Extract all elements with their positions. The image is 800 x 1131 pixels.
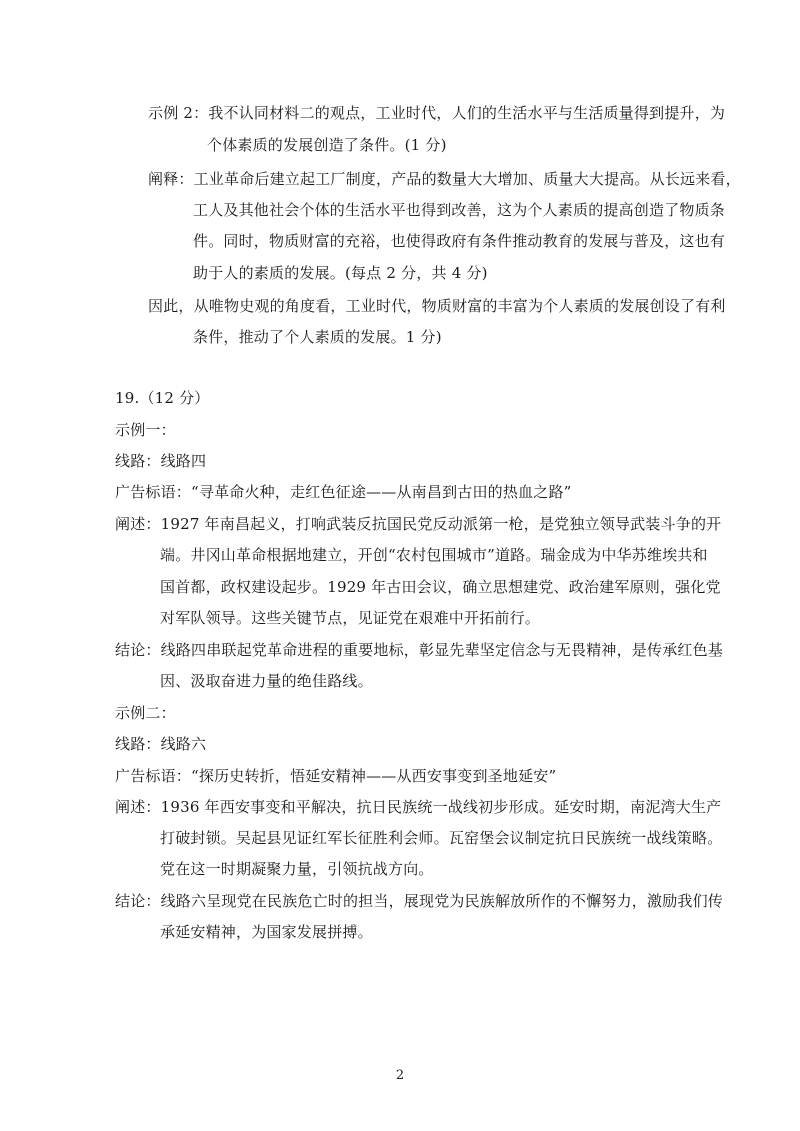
example1-label: 示例一：	[115, 421, 176, 439]
example1-elaboration-line: 阐述：1927 年南昌起义，打响武装反抗国民党反动派第一枪，是党独立领导武装斗争的开	[115, 515, 722, 533]
example1-elaboration-line: 国首都，政权建设起步。1929 年古田会议，确立思想建党、政治建军原则，强化党	[160, 578, 721, 596]
example1-conclusion-line: 因、汲取奋进力量的绝佳路线。	[160, 672, 373, 690]
example2-route: 线路：线路六	[115, 735, 207, 753]
explanation-line4: 助于人的素质的发展。(每点 2 分，共 4 分)	[193, 264, 488, 282]
example2-conclusion-line: 结论：线路六呈现党在民族危亡时的担当，展现党为民族解放所作的不懈努力，激励我们传	[115, 892, 724, 910]
example2-elaboration-line: 阐述：1936 年西安事变和平解决，抗日民族统一战线初步形成。延安时期，南泥湾大生产	[115, 798, 722, 816]
example1-route: 线路：线路四	[115, 452, 207, 470]
example2-conclusion-line: 承延安精神，为国家发展拼搏。	[160, 923, 373, 941]
explanation-line2: 工人及其他社会个体的生活水平也得到改善，这为个人素质的提高创造了物质条	[193, 201, 726, 219]
example2-label: 示例二：	[115, 704, 176, 722]
example2-line2: 个体素质的发展创造了条件。(1 分)	[207, 136, 447, 154]
conclusion-line1: 因此，从唯物史观的角度看，工业时代，物质财富的丰富为个人素质的发展创设了有利	[148, 297, 726, 315]
example2-slogan: 广告标语：“探历史转折，悟延安精神——从西安事变到圣地延安”	[115, 767, 557, 785]
question-heading: 19.（12 分）	[115, 389, 210, 407]
example2-line1: 示例 2：我不认同材料二的观点，工业时代，人们的生活水平与生活质量得到提升，为	[148, 104, 726, 122]
example1-elaboration-line: 端。井冈山革命根据地建立，开创“农村包围城市”道路。瑞金成为中华苏维埃共和	[160, 546, 708, 564]
explanation-line1: 阐释：工业革命后建立起工厂制度，产品的数量大大增加、质量大大提高。从长远来看，	[148, 170, 741, 188]
page-number: 2	[395, 1068, 405, 1083]
explanation-line3: 件。同时，物质财富的充裕，也使得政府有条件推动教育的发展与普及，这也有	[193, 232, 726, 250]
example2-elaboration-line: 打破封锁。吴起县见证红军长征胜利会师。瓦窑堡会议制定抗日民族统一战线策略。	[160, 829, 723, 847]
example2-elaboration-line: 党在这一时期凝聚力量，引领抗战方向。	[160, 860, 434, 878]
conclusion-line2: 条件，推动了个人素质的发展。1 分)	[193, 328, 442, 346]
example1-slogan: 广告标语：“寻革命火种，走红色征途——从南昌到古田的热血之路”	[115, 483, 572, 501]
example1-elaboration-line: 对军队领导。这些关键节点，见证党在艰难中开拓前行。	[160, 609, 541, 627]
example1-conclusion-line: 结论：线路四串联起党革命进程的重要地标，彰显先辈坚定信念与无畏精神，是传承红色基	[115, 641, 724, 659]
